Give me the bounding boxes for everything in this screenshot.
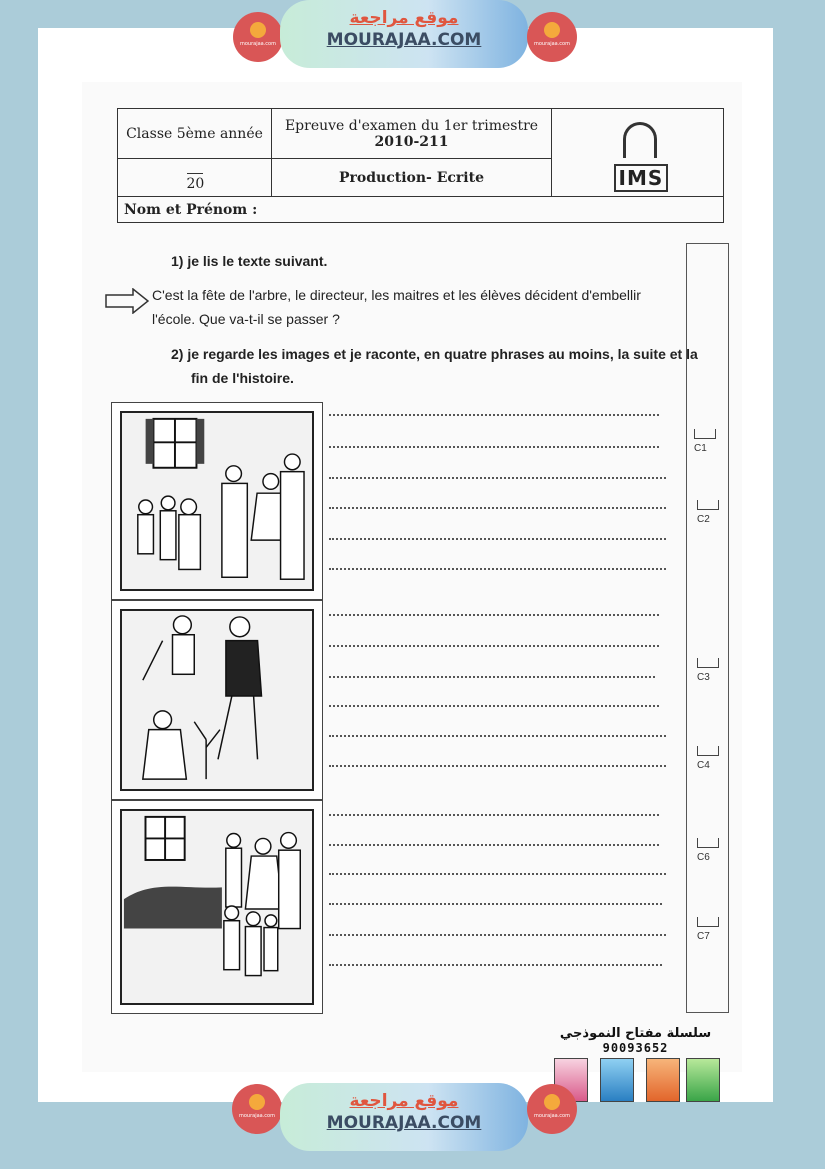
writing-line[interactable] <box>329 507 666 509</box>
people-group-icon <box>122 413 312 589</box>
class-cell <box>118 109 272 159</box>
site-banner-bottom[interactable] <box>280 1083 528 1151</box>
arrow-right-icon <box>105 288 149 314</box>
site-logo-icon <box>250 22 266 38</box>
site-logo-badge-left <box>233 12 283 62</box>
arch-icon <box>623 122 657 158</box>
exam-title: Epreuve d'examen du 1er trimestre <box>284 117 539 134</box>
section-title: Production- Ecrite <box>339 169 484 186</box>
illustration-panel-1 <box>111 402 323 600</box>
writing-line[interactable] <box>329 765 666 767</box>
site-logo-icon <box>544 1094 560 1110</box>
series-phone: 90093652 <box>602 1041 669 1055</box>
criterion-c2 <box>697 500 719 525</box>
writing-line[interactable] <box>329 934 666 936</box>
site-logo-icon <box>544 22 560 38</box>
writing-line[interactable] <box>329 614 659 616</box>
site-name-arabic: موقع مراجعة <box>349 8 459 28</box>
series-title: سلسلة مفتاح النموذجي <box>559 1026 712 1041</box>
book-cover-icon <box>646 1058 680 1102</box>
site-name-latin: MOURAJAA.COM <box>326 1113 482 1133</box>
garden-scene-icon <box>122 811 312 1003</box>
name-cell[interactable] <box>118 197 724 223</box>
badge-caption: mourajaa.com <box>533 41 570 47</box>
criterion-label: C6 <box>697 852 710 863</box>
site-logo-badge-left <box>232 1084 282 1134</box>
criterion-score-box[interactable] <box>697 917 719 927</box>
criterion-c7 <box>697 917 719 942</box>
writing-line[interactable] <box>329 873 666 875</box>
logo-text: IMS <box>614 164 669 192</box>
badge-caption: mourajaa.com <box>533 1113 570 1119</box>
illustration-panel-3 <box>111 800 323 1014</box>
writing-line[interactable] <box>329 446 659 448</box>
criterion-c4 <box>697 746 719 771</box>
illustration-people-at-school <box>120 411 314 591</box>
planting-scene-icon <box>122 611 312 789</box>
criterion-c6 <box>697 838 719 863</box>
school-logo <box>608 118 668 188</box>
writing-line[interactable] <box>329 538 666 540</box>
criterion-label: C4 <box>697 760 710 771</box>
passage-line-2: l'école. Que va-t-il se passer ? <box>152 311 340 327</box>
book-cover-icon <box>600 1058 634 1102</box>
writing-line[interactable] <box>329 676 655 678</box>
exam-header-table <box>117 108 724 223</box>
site-name-latin: MOURAJAA.COM <box>326 30 482 50</box>
site-logo-badge-right <box>527 12 577 62</box>
passage-line-1: C'est la fête de l'arbre, le directeur, les maitres et les élèves décident d'embellir <box>152 287 641 303</box>
criterion-label: C1 <box>694 443 707 454</box>
exam-year: 2010-211 <box>374 133 449 150</box>
book-series-promo <box>548 1026 723 1102</box>
score-cell <box>118 159 272 197</box>
illustration-garden-result <box>120 809 314 1005</box>
class-label: Classe 5ème année <box>126 125 263 142</box>
writing-line[interactable] <box>329 814 659 816</box>
illustration-planting-trees <box>120 609 314 791</box>
badge-caption: mourajaa.com <box>238 1113 275 1119</box>
writing-line[interactable] <box>329 903 662 905</box>
site-logo-badge-right <box>527 1084 577 1134</box>
writing-line[interactable] <box>329 414 659 416</box>
criterion-score-box[interactable] <box>697 658 719 668</box>
site-name-arabic: موقع مراجعة <box>349 1091 459 1111</box>
writing-line[interactable] <box>329 477 666 479</box>
writing-line[interactable] <box>329 844 659 846</box>
writing-line[interactable] <box>329 735 666 737</box>
site-logo-icon <box>249 1094 265 1110</box>
criterion-c1 <box>694 429 716 454</box>
writing-line[interactable] <box>329 705 659 707</box>
question-2-line-2: fin de l'histoire. <box>191 370 294 386</box>
name-label: Nom et Prénom : <box>124 201 258 218</box>
criterion-score-box[interactable] <box>694 429 716 439</box>
criterion-label: C2 <box>697 514 710 525</box>
book-cover-icon <box>686 1058 720 1102</box>
question-1: 1) je lis le texte suivant. <box>171 253 328 269</box>
criterion-c3 <box>697 658 719 683</box>
criterion-score-box[interactable] <box>697 500 719 510</box>
exam-title-cell <box>272 109 552 159</box>
score-denominator: 20 <box>187 173 203 192</box>
writing-line[interactable] <box>329 645 659 647</box>
badge-caption: mourajaa.com <box>239 41 276 47</box>
section-cell <box>272 159 552 197</box>
writing-line[interactable] <box>329 568 666 570</box>
writing-line[interactable] <box>329 964 662 966</box>
illustration-panel-2 <box>111 600 323 800</box>
school-logo-cell <box>552 109 724 197</box>
criteria-column <box>686 243 729 1013</box>
site-banner-top[interactable] <box>280 0 528 68</box>
criterion-label: C3 <box>697 672 710 683</box>
criterion-score-box[interactable] <box>697 838 719 848</box>
criterion-label: C7 <box>697 931 710 942</box>
question-2-line-1: 2) je regarde les images et je raconte, en quatre phrases au moins, la suite et la <box>171 346 698 362</box>
criterion-score-box[interactable] <box>697 746 719 756</box>
